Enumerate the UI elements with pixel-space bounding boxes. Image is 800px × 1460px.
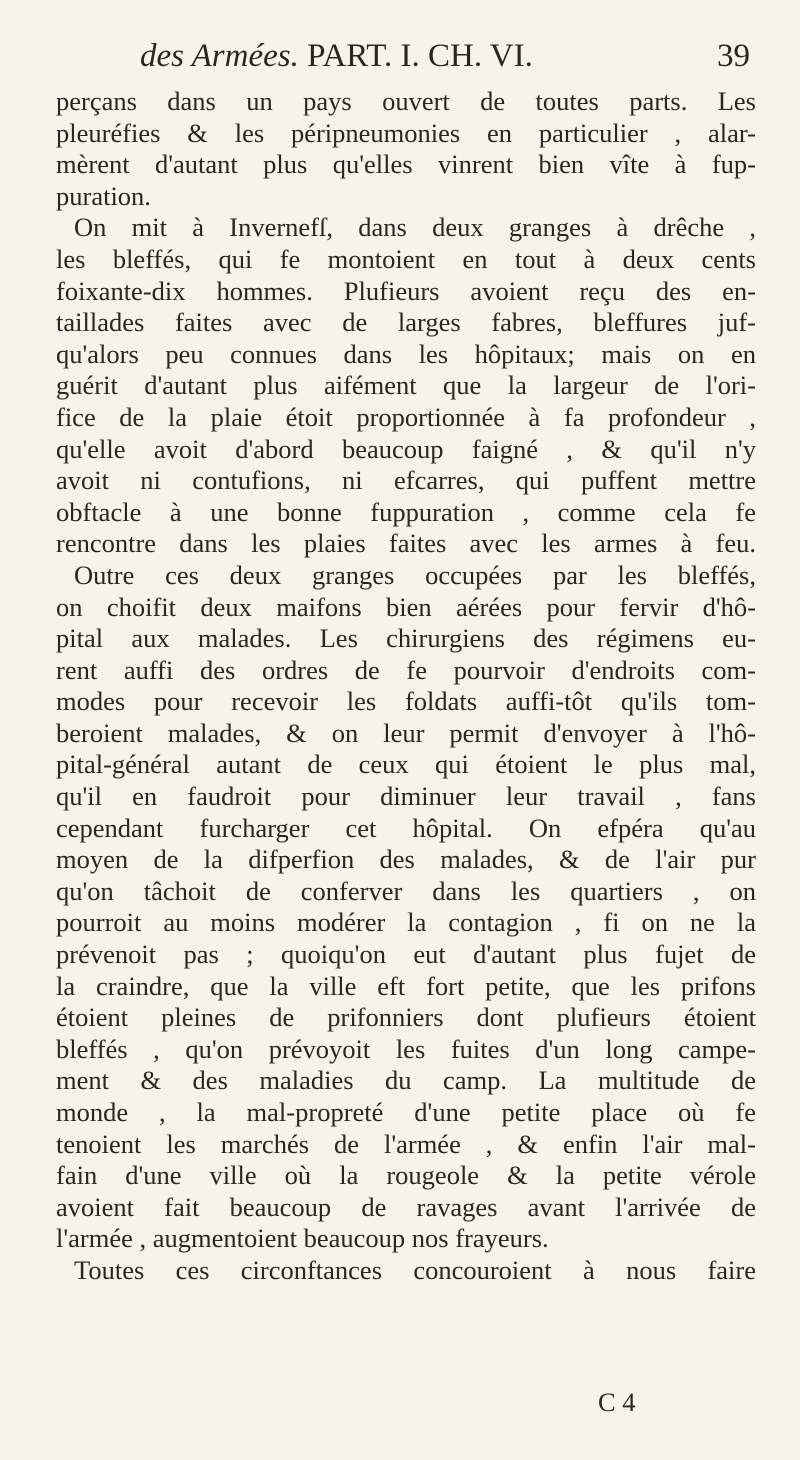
text-line: rent auffi des ordres de fe pourvoir d'endroits com-: [56, 654, 756, 685]
text-line: étoient pleines de prifonniers dont plufieurs étoient: [56, 1002, 756, 1033]
running-title: [60, 38, 533, 75]
signature-mark: C 4: [598, 1387, 636, 1417]
text-line: pital aux malades. Les chirurgiens des régimens eu-: [56, 623, 756, 654]
text-line: moyen de la difperfion des malades, & de l'air pur: [56, 844, 756, 875]
running-title-part-chapter: PART. I. CH. VI.: [307, 38, 533, 74]
text-line: qu'on tâchoit de conferver dans les quartiers , on: [56, 875, 756, 906]
page-number: 39: [717, 38, 750, 74]
text-line: foixante-dix hommes. Plufieurs avoient reçu des en-: [56, 275, 756, 306]
text-line: bleffés , qu'on prévoyoit les fuites d'un long campe-: [56, 1033, 756, 1064]
text-line: prévenoit pas ; quoiqu'on eut d'autant plus fujet de: [56, 939, 756, 970]
text-line: Outre ces deux granges occupées par les bleffés,: [74, 559, 756, 590]
text-line: puration.: [56, 180, 151, 211]
text-line: pourroit au moins modérer la contagion , fi on ne la: [56, 907, 756, 938]
text-line: On mit à Invernefſ, dans deux granges à drêche ,: [74, 212, 756, 243]
text-line: ment & des maladies du camp. La multitude de: [56, 1065, 756, 1096]
text-line: taillades faites avec de larges fabres, bleffures juf-: [56, 307, 756, 338]
text-line: pleuréfies & les péripneumonies en particulier , alar-: [56, 117, 756, 148]
text-line: pital-général autant de ceux qui étoient le plus mal,: [56, 749, 756, 780]
text-line: l'armée , augmentoient beaucoup nos frayeurs.: [56, 1223, 549, 1254]
text-line: qu'il en faudroit pour diminuer leur travail , fans: [56, 781, 756, 812]
text-line: modes pour recevoir les foldats auffi-tôt qu'ils tom-: [56, 686, 756, 717]
text-line: obftacle à une bonne fuppuration , comme cela fe: [56, 496, 756, 527]
text-line: monde , la mal-propreté d'une petite place où fe: [56, 1097, 756, 1127]
text-line: la craindre, que la ville eft fort petite, que les prifons: [56, 970, 756, 1001]
text-line: rencontre dans les plaies faites avec les armes à feu.: [56, 528, 756, 559]
text-line: avoient fait beaucoup de ravages avant l'arrivée de: [56, 1191, 756, 1222]
text-line: qu'elle avoit d'abord beaucoup faigné , & qu'il n'y: [56, 433, 756, 464]
text-line: Toutes ces circonftances concouroient à nous faire: [74, 1254, 756, 1285]
text-line: perçans dans un pays ouvert de toutes parts. Les: [56, 86, 756, 116]
text-line: beroient malades, & on leur permit d'envoyer à l'hô-: [56, 717, 756, 748]
text-line: avoit ni contufions, ni efcarres, qui puffent mettre: [56, 465, 756, 496]
text-line: mèrent d'autant plus qu'elles vinrent bien vîte à fup-: [56, 149, 756, 180]
running-title-italic: des Armées.: [140, 38, 299, 74]
text-line: cependant furcharger cet hôpital. On efpéra qu'au: [56, 812, 756, 843]
text-line: fain d'une ville où la rougeole & la petite vérole: [56, 1160, 756, 1191]
text-line: fice de la plaie étoit proportionnée à fa profondeur ,: [56, 401, 756, 432]
text-line: les bleffés, qui fe montoient en tout à deux cents: [56, 243, 756, 274]
text-line: guérit d'autant plus aifément que la largeur de l'ori-: [56, 370, 756, 401]
running-header: [60, 38, 750, 90]
text-line: on choifit deux maifons bien aérées pour fervir d'hô-: [56, 591, 756, 622]
text-line: tenoient les marchés de l'armée , & enfin l'air mal-: [56, 1128, 756, 1159]
body-text: [56, 86, 756, 1287]
text-line: qu'alors peu connues dans les hôpitaux; mais on en: [56, 338, 756, 369]
